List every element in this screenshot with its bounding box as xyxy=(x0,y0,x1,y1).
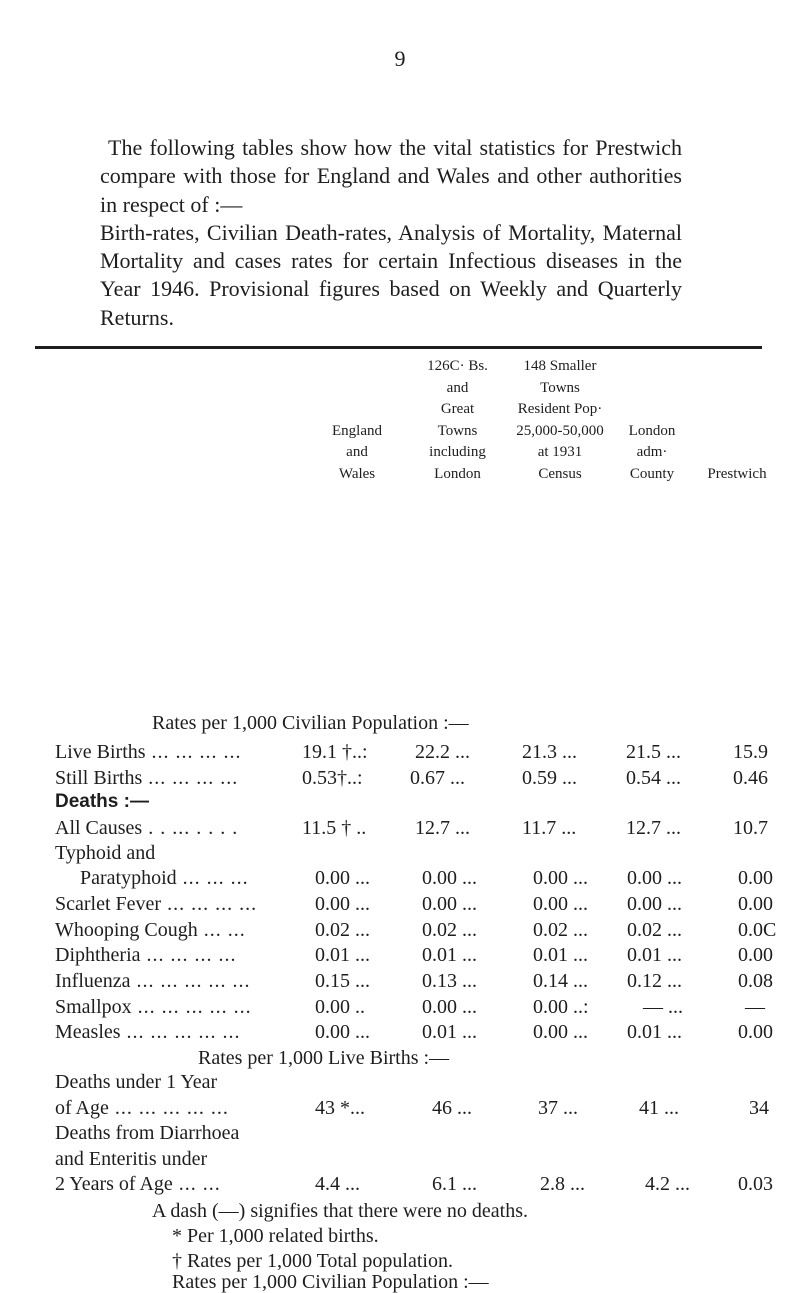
column-header-london: London adm· County xyxy=(628,422,676,482)
cell-smaller-towns: 0.00 ... xyxy=(533,893,588,915)
row-label: Paratyphoid xyxy=(80,867,177,889)
cell-prestwich: 0.0C xyxy=(738,919,777,941)
cell-england: 43 *... xyxy=(315,1097,365,1119)
footnote-dagger: † Rates per 1,000 Total population. xyxy=(172,1250,453,1272)
intro-text xyxy=(100,134,682,332)
cell-smaller-towns: 0.00 ..: xyxy=(533,996,589,1018)
cell-prestwich: 0.00 xyxy=(738,1021,773,1043)
cell-england: 4.4 ... xyxy=(315,1173,360,1195)
cell-prestwich: 10.7 xyxy=(733,817,768,839)
intro-paragraph-1: The following tables show how the vital statistics for Prestwich compare with those for England and Wales and other authorities in respect of :— xyxy=(100,135,682,217)
cell-great-towns: 0.00 ... xyxy=(422,867,477,889)
typhoid-label-line-1: Typhoid and xyxy=(55,842,156,864)
row-label: Diphtheria xyxy=(55,944,141,966)
cell-smaller-towns: 2.8 ... xyxy=(540,1173,585,1195)
intro-paragraph-2: Birth-rates, Civilian Death-rates, Analysis of Mortality, Maternal Mortality and cases rates for certain Infectious diseases in the Year 1946. Provisional figures based on Weekly and Quarterly Returns. xyxy=(100,219,682,330)
row-label: Still Births xyxy=(55,767,143,789)
cell-london: 0.00 ... xyxy=(627,893,682,915)
cell-great-towns: 0.00 ... xyxy=(422,996,477,1018)
row-label: Measles xyxy=(55,1021,121,1043)
cell-england: 0.53†..: xyxy=(302,767,363,789)
row-label: of Age xyxy=(55,1097,109,1119)
cell-london: 21.5 ... xyxy=(626,741,681,763)
cell-england: 0.00 ... xyxy=(315,867,370,889)
cell-great-towns: 46 ... xyxy=(432,1097,472,1119)
cell-london: 12.7 ... xyxy=(626,817,681,839)
section-heading-civilian: Rates per 1,000 Civilian Population :— xyxy=(152,712,469,734)
cell-great-towns: 6.1 ... xyxy=(432,1173,477,1195)
cell-england: 0.15 ... xyxy=(315,970,370,992)
cell-prestwich: 0.00 xyxy=(738,893,773,915)
cell-prestwich: 0.46 xyxy=(733,767,768,789)
cell-great-towns: 0.00 ... xyxy=(422,893,477,915)
cell-great-towns: 12.7 ... xyxy=(415,817,470,839)
under-1-label-line-1: Deaths under 1 Year xyxy=(55,1071,218,1093)
column-header-prestwich: Prestwich xyxy=(707,465,767,482)
cell-smaller-towns: 0.00 ... xyxy=(533,1021,588,1043)
cell-england: 19.1 †..: xyxy=(302,741,368,763)
table-top-rule xyxy=(35,346,762,349)
footnote-dash: A dash (—) signifies that there were no deaths. xyxy=(152,1200,529,1222)
cell-london: 0.12 ... xyxy=(627,970,682,992)
cell-great-towns: 0.13 ... xyxy=(422,970,477,992)
cell-london: 41 ... xyxy=(639,1097,679,1119)
cell-london: 0.02 ... xyxy=(627,919,682,941)
cell-smaller-towns: 0.02 ... xyxy=(533,919,588,941)
row-label: Whooping Cough xyxy=(55,919,198,941)
row-label: All Causes xyxy=(55,817,143,839)
footnote-civilian: Rates per 1,000 Civilian Population :— xyxy=(172,1271,489,1293)
cell-great-towns: 0.01 ... xyxy=(422,944,477,966)
cell-smaller-towns: 0.14 ... xyxy=(533,970,588,992)
cell-london: 4.2 ... xyxy=(645,1173,690,1195)
cell-prestwich: 34 xyxy=(749,1097,769,1119)
cell-prestwich: 0.00 xyxy=(738,867,773,889)
cell-smaller-towns: 0.00 ... xyxy=(533,867,588,889)
cell-smaller-towns: 37 ... xyxy=(538,1097,578,1119)
column-header-england-wales: England and Wales xyxy=(332,422,382,482)
cell-london: 0.01 ... xyxy=(627,1021,682,1043)
section-heading-live-births: Rates per 1,000 Live Births :— xyxy=(198,1047,450,1069)
diarrhoea-label-line-1: Deaths from Diarrhoea xyxy=(55,1122,240,1144)
cell-england: 0.00 ... xyxy=(315,1021,370,1043)
cell-prestwich: 0.00 xyxy=(738,944,773,966)
cell-smaller-towns: 21.3 ... xyxy=(522,741,577,763)
cell-prestwich: 15.9 xyxy=(733,741,768,763)
row-label: Smallpox xyxy=(55,996,132,1018)
cell-london: 0.00 ... xyxy=(627,867,682,889)
cell-great-towns: 22.2 ... xyxy=(415,741,470,763)
cell-london: — ... xyxy=(643,996,683,1018)
cell-england: 0.02 ... xyxy=(315,919,370,941)
deaths-heading: Deaths :— xyxy=(55,791,149,812)
cell-prestwich: — xyxy=(745,996,765,1018)
cell-smaller-towns: 0.01 ... xyxy=(533,944,588,966)
cell-london: 0.01 ... xyxy=(627,944,682,966)
cell-england: 11.5 † .. xyxy=(302,817,367,839)
cell-great-towns: 0.02 ... xyxy=(422,919,477,941)
diarrhoea-label-line-2: and Enteritis under xyxy=(55,1148,208,1170)
cell-smaller-towns: 11.7 ... xyxy=(522,817,577,839)
row-label: Live Births xyxy=(55,741,146,763)
column-header-smaller-towns: 148 Smaller Towns Resident Pop· 25,000-50,000 at 1931 Census xyxy=(516,358,604,482)
cell-london: 0.54 ... xyxy=(626,767,681,789)
row-label: 2 Years of Age xyxy=(55,1173,173,1195)
page-number: 9 xyxy=(394,46,406,71)
row-label: Scarlet Fever xyxy=(55,893,162,915)
cell-england: 0.01 ... xyxy=(315,944,370,966)
cell-england: 0.00 ... xyxy=(315,893,370,915)
cell-prestwich: 0.08 xyxy=(738,970,773,992)
cell-smaller-towns: 0.59 ... xyxy=(522,767,577,789)
column-header-great-towns: 126C· Bs. and Great Towns including London xyxy=(427,358,488,482)
cell-great-towns: 0.01 ... xyxy=(422,1021,477,1043)
footnote-asterisk: * Per 1,000 related births. xyxy=(172,1225,379,1247)
cell-england: 0.00 .. xyxy=(315,996,365,1018)
cell-great-towns: 0.67 ... xyxy=(410,767,465,789)
cell-prestwich: 0.03 xyxy=(738,1173,773,1195)
row-label: Influenza xyxy=(55,970,131,992)
